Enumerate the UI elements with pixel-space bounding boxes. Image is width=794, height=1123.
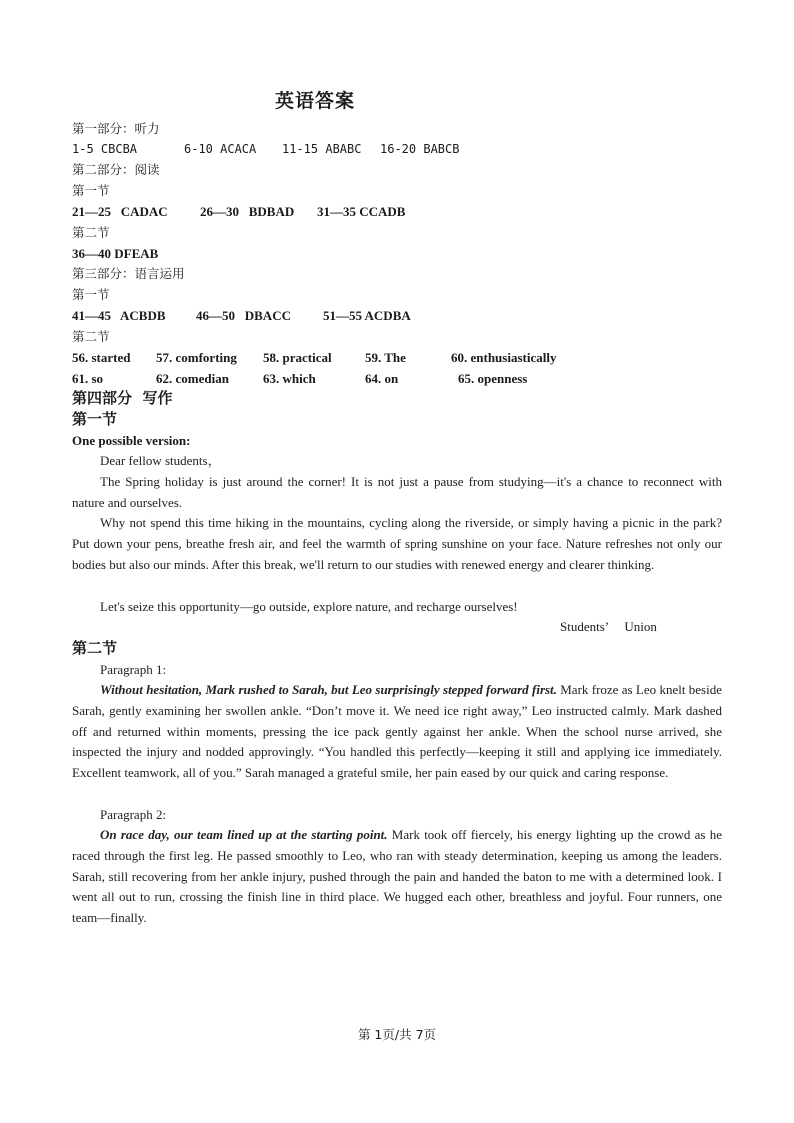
answer-group: 11-15 ABABC bbox=[282, 142, 362, 156]
letter-paragraph: Why not spend this time hiking in the mountains, cycling along the riverside, or simply having a picnic in the park? Put down your pens, breathe fresh air, and feel the warmth of spring sunshine on your face. Nature refreshes not only our bodies but also our minds. After this break, we'll return to our studies with renewed energy and clearer thinking. bbox=[72, 515, 722, 572]
letter-signature: Students’ Union bbox=[560, 619, 657, 634]
answer-group: 41—45 ACBDB bbox=[72, 308, 166, 323]
page-number: 第 1页/共 7页 bbox=[357, 1027, 437, 1042]
paragraph-body: Mark took off fiercely, his energy lighting up the crowd as he raced through the first leg. He passed smoothly to Leo, who ran with steady determination, keeping us among the leaders. Sarah, still recovering from her ankle injury, pushed through the pain and handed the baton to me with a determined look. I went all out to run, crossing the finish line in third place. We hugged each other, breathless and joyful. Four runners, one team—finally. bbox=[72, 827, 722, 926]
part3-s2-row2 bbox=[72, 371, 672, 387]
part2-section1: 第一节 bbox=[72, 183, 110, 198]
paragraph-body: Mark froze as Leo knelt beside Sarah, gently examining her swollen ankle. “Don’t move it. We need ice right away,” Leo instructed calmly. Mark dashed off and returned within moments, pressing the ice pack gently against her ankle. When the school nurse arrived, she inspected the injury and nodded approvingly. “You handled this perfectly—keeping it still and applying ice immediately. Excellent teamwork, all of you.” Sarah managed a grateful smile, her pain eased by our quick and caring response. bbox=[72, 682, 722, 781]
answer-group: 21—25 CADAC bbox=[72, 204, 168, 219]
part2-section2: 第二节 bbox=[72, 225, 110, 240]
fill-answer: 57. comforting bbox=[156, 350, 237, 365]
part3-section1: 第一节 bbox=[72, 287, 110, 302]
answer-group: 1-5 CBCBA bbox=[72, 142, 138, 156]
part3-s2-row1 bbox=[72, 350, 672, 366]
answer-group: 31—35 CCADB bbox=[317, 204, 406, 219]
letter-paragraph: Let's seize this opportunity—go outside, explore nature, and recharge ourselves! bbox=[100, 599, 518, 614]
fill-answer: 56. started bbox=[72, 350, 131, 365]
paragraph-lead-sentence: Without hesitation, Mark rushed to Sarah, but Leo surprisingly stepped forward first. bbox=[100, 682, 557, 697]
part3-heading: 第三部分：语言运用 bbox=[72, 266, 185, 281]
letter-greeting: Dear fellow students， bbox=[100, 453, 221, 468]
answer-group: 16-20 BABCB bbox=[380, 142, 460, 156]
answer-group: 51—55 ACDBA bbox=[323, 308, 411, 323]
letter-paragraph: The Spring holiday is just around the corner! It is not just a pause from studying—it's a chance to reconnect with nature and ourselves. bbox=[72, 474, 722, 510]
fill-answer: 60. enthusiastically bbox=[451, 350, 557, 365]
part3-section2: 第二节 bbox=[72, 329, 110, 344]
fill-answer: 65. openness bbox=[458, 371, 528, 386]
fill-answer: 58. practical bbox=[263, 350, 332, 365]
part4-heading: 第四部分 写作 bbox=[72, 389, 173, 407]
version-label: One possible version: bbox=[72, 433, 191, 448]
paragraph-lead-sentence: On race day, our team lined up at the starting point. bbox=[100, 827, 388, 842]
part4-section1: 第一节 bbox=[72, 410, 118, 428]
continuation-paragraph-2 bbox=[72, 825, 722, 929]
paragraph-label: Paragraph 2: bbox=[100, 807, 167, 822]
fill-answer: 61. so bbox=[72, 371, 104, 386]
answer-group: 26—30 BDBAD bbox=[200, 204, 295, 219]
part2-heading: 第二部分：阅读 bbox=[72, 162, 160, 177]
part4-section2: 第二节 bbox=[72, 639, 118, 657]
answer-group: 46—50 DBACC bbox=[196, 308, 291, 323]
paragraph-label: Paragraph 1: bbox=[100, 662, 167, 677]
continuation-paragraph-1 bbox=[72, 680, 722, 784]
fill-answer: 64. on bbox=[365, 371, 399, 386]
fill-answer: 62. comedian bbox=[156, 371, 229, 386]
answer-group: 6-10 ACACA bbox=[184, 142, 257, 156]
part1-heading: 第一部分：听力 bbox=[72, 121, 160, 136]
fill-answer: 63. which bbox=[263, 371, 316, 386]
page-title: 英语答案 bbox=[274, 90, 355, 112]
fill-answer: 59. The bbox=[365, 350, 406, 365]
part2-s2-answers: 36—40 DFEAB bbox=[72, 246, 159, 261]
